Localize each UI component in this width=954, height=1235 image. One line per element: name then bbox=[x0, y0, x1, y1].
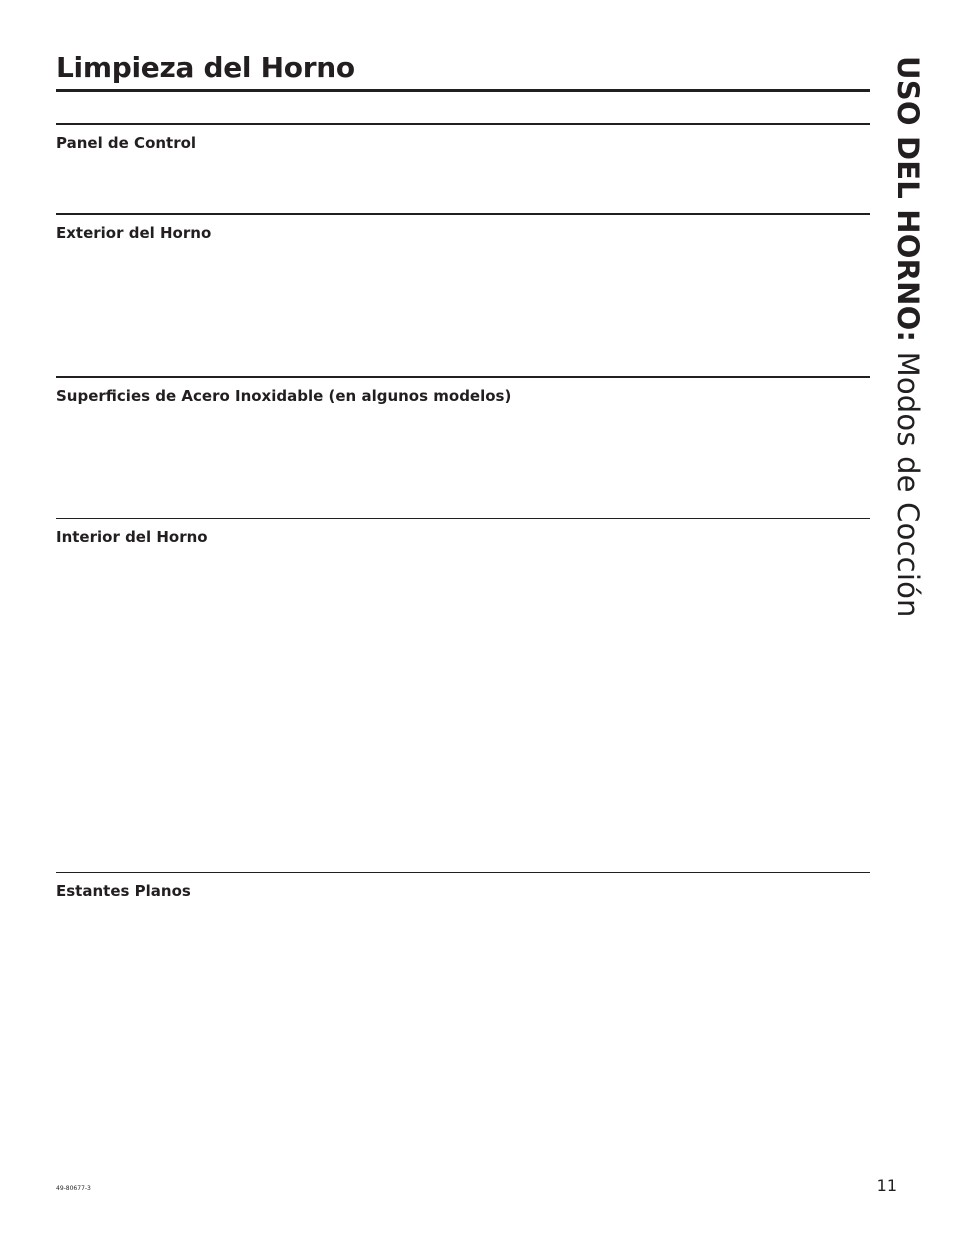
section-heading: Interior del Horno bbox=[56, 528, 208, 546]
side-chapter-tab bbox=[890, 56, 926, 618]
section-divider bbox=[56, 518, 870, 519]
side-tab-chapter: USO DEL HORNO: bbox=[891, 56, 925, 343]
section-superficies-acero-inoxidable bbox=[56, 376, 870, 406]
side-tab-subtitle: Modos de Cocción bbox=[891, 342, 925, 618]
section-divider bbox=[56, 376, 870, 378]
section-divider bbox=[56, 123, 870, 125]
section-interior-del-horno bbox=[56, 518, 870, 547]
title-divider bbox=[56, 89, 870, 92]
document-code: 49-80677-3 bbox=[56, 1185, 91, 1192]
page-number: 11 bbox=[876, 1176, 897, 1195]
section-exterior-del-horno bbox=[56, 213, 870, 243]
page-title: Limpieza del Horno bbox=[56, 51, 355, 84]
section-heading: Exterior del Horno bbox=[56, 224, 212, 242]
section-divider bbox=[56, 213, 870, 215]
section-divider bbox=[56, 872, 870, 873]
section-panel-de-control bbox=[56, 123, 870, 153]
section-heading: Panel de Control bbox=[56, 134, 197, 152]
section-heading: Superficies de Acero Inoxidable (en algunos modelos) bbox=[56, 387, 512, 405]
section-estantes-planos bbox=[56, 872, 870, 901]
section-heading: Estantes Planos bbox=[56, 882, 191, 900]
